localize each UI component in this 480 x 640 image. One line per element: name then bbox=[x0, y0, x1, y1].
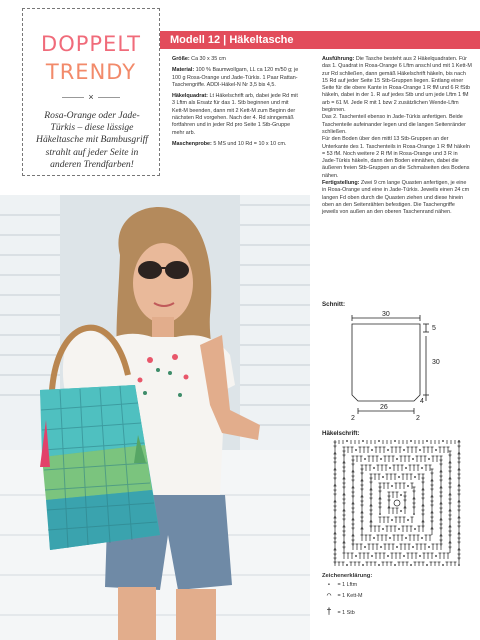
legend-symbol-slip: ◠ bbox=[326, 593, 332, 599]
size-text: Ca 30 x 35 cm bbox=[189, 56, 226, 62]
legend-text-chain: = 1 Lftm bbox=[337, 582, 358, 588]
finish-text: Zwei 9 cm lange Quasten anfertigen, je eine in Rosa-Orange und eine in Jade-Türkis. Jeweils einen 24 cm langen Fd oben durch die Quasten ziehen und diese hinein oben an den Seitenrähten befestigen. Die Taschengriffe jeweils von außen an den oberen Taschenrand nähen. bbox=[322, 180, 470, 216]
legend-text-slip: = 1 Kett-M bbox=[337, 593, 363, 599]
execution-p3: Für den Boden über den mittl 13 Stb-Gruppen an der Unterkante des 1. Taschenteils in Rosa-Orange 1 R fM häkeln = 53 fM. Noch weitere 2 R fM in Rosa-Orange und 3 R in Jade-Türkis häkeln, dann den Boden einnähen, dabei die äußeren freien Stb-Gruppen an die Schmalseiten des Bodens nähen. bbox=[322, 136, 470, 179]
legend-item-kettm bbox=[322, 591, 472, 602]
model-photo bbox=[0, 195, 310, 640]
square-label: Häkelquadrat: bbox=[172, 93, 208, 100]
finish-label: Fertigstellung: bbox=[322, 180, 360, 187]
legend-symbol-dc: † bbox=[326, 606, 332, 616]
dim-corner-right: 2 bbox=[416, 415, 420, 420]
dim-right: 30 bbox=[432, 359, 440, 366]
dim-top: 30 bbox=[382, 311, 390, 318]
execution-text: Die Tasche besteht aus 2 Häkelquadraten. Für das 1. Quadrat in Rosa-Orange 6 Lftm anschl und mit 1 Kett-M zur Rd schließen, dann gemäß Häkelschrift häkeln, bis nach 15 Rd auf jeder Seite 15 Stb-Gruppen liegen. Entlang einer Seite für die obere Kante in Rosa-Orange 1 R fM und 6 R fStb häkeln, dabei in der 1. R auf jedes Stb und um jede Lftm 1 fM arb = 61 M. Jede R mit 1 bzw 2 zusätzlichen Wende-Lftm beginnen. bbox=[322, 56, 472, 114]
title-box bbox=[22, 8, 160, 176]
instructions-right-column bbox=[322, 56, 472, 217]
schematic-label: Schnitt: bbox=[322, 301, 346, 308]
square-text: Lt Häkelschrift arb, dabei jede Rd mit 3 Lftm als Ersatz für das 1. Stb beginnen und mit Kett-M beenden, dann mit 2 Kett-M zum Beginn der nächsten Rd vorgehen. Nach der 4. Rd sinngemäß fortfahren und in jeder Rd pro Seite 1 Stb-Gruppe mehr arb. bbox=[172, 93, 298, 136]
title-line-2: TRENDY bbox=[45, 60, 137, 84]
execution-p2: Das 2. Taschenteil ebenso in Jade-Türkis anfertigen. Beide Taschenteile aufeinander legen und die langen Seitenränder schließen. bbox=[322, 114, 466, 135]
material-label: Material: bbox=[172, 67, 195, 74]
dim-bottom: 26 bbox=[380, 404, 388, 411]
execution-label: Ausführung: bbox=[322, 56, 355, 62]
legend-item-stb bbox=[322, 606, 472, 617]
dim-right-top: 5 bbox=[432, 325, 436, 332]
legend-symbol-chain: • bbox=[328, 582, 330, 588]
size-label: Größe: bbox=[172, 56, 190, 62]
instructions-left-column bbox=[172, 56, 300, 152]
gauge-text: 5 MS und 10 Rd = 10 x 10 cm. bbox=[211, 140, 287, 147]
dim-corner-left: 2 bbox=[351, 415, 355, 420]
legend-title: Zeichenerklärung: bbox=[322, 573, 373, 579]
legend bbox=[322, 573, 472, 617]
divider-cross: × bbox=[23, 92, 159, 102]
dim-bottom-right: 4 bbox=[420, 398, 424, 405]
legend-item-lftm bbox=[322, 580, 472, 591]
legend-text-dc: = 1 Stb bbox=[337, 610, 355, 616]
model-photo-illustration bbox=[0, 195, 310, 640]
crochet-chart-label: Häkelschrift: bbox=[322, 430, 360, 437]
title-line-1: DOPPELT bbox=[41, 32, 141, 56]
material-text: 100 % Baumwollgarn, LL ca 120 m/50 g; je 100 g Rosa-Orange und Jade-Türkis. 1 Paar Rattan-Taschengriffe. ADDI-Häkel-N Nr 3,5 bis 4,5. bbox=[172, 67, 299, 88]
schematic-diagram bbox=[322, 308, 472, 420]
intro-text: Rosa-Orange oder Jade-Türkis – diese lässige Häkeltasche mit Bambusgriff strahlt auf jeder Seite in anderen Trendfarben! bbox=[36, 110, 148, 170]
crochet-chart bbox=[326, 440, 468, 566]
gauge-label: Maschenprobe: bbox=[172, 140, 212, 147]
model-bar: Modell 12 | Häkeltasche bbox=[160, 31, 480, 49]
